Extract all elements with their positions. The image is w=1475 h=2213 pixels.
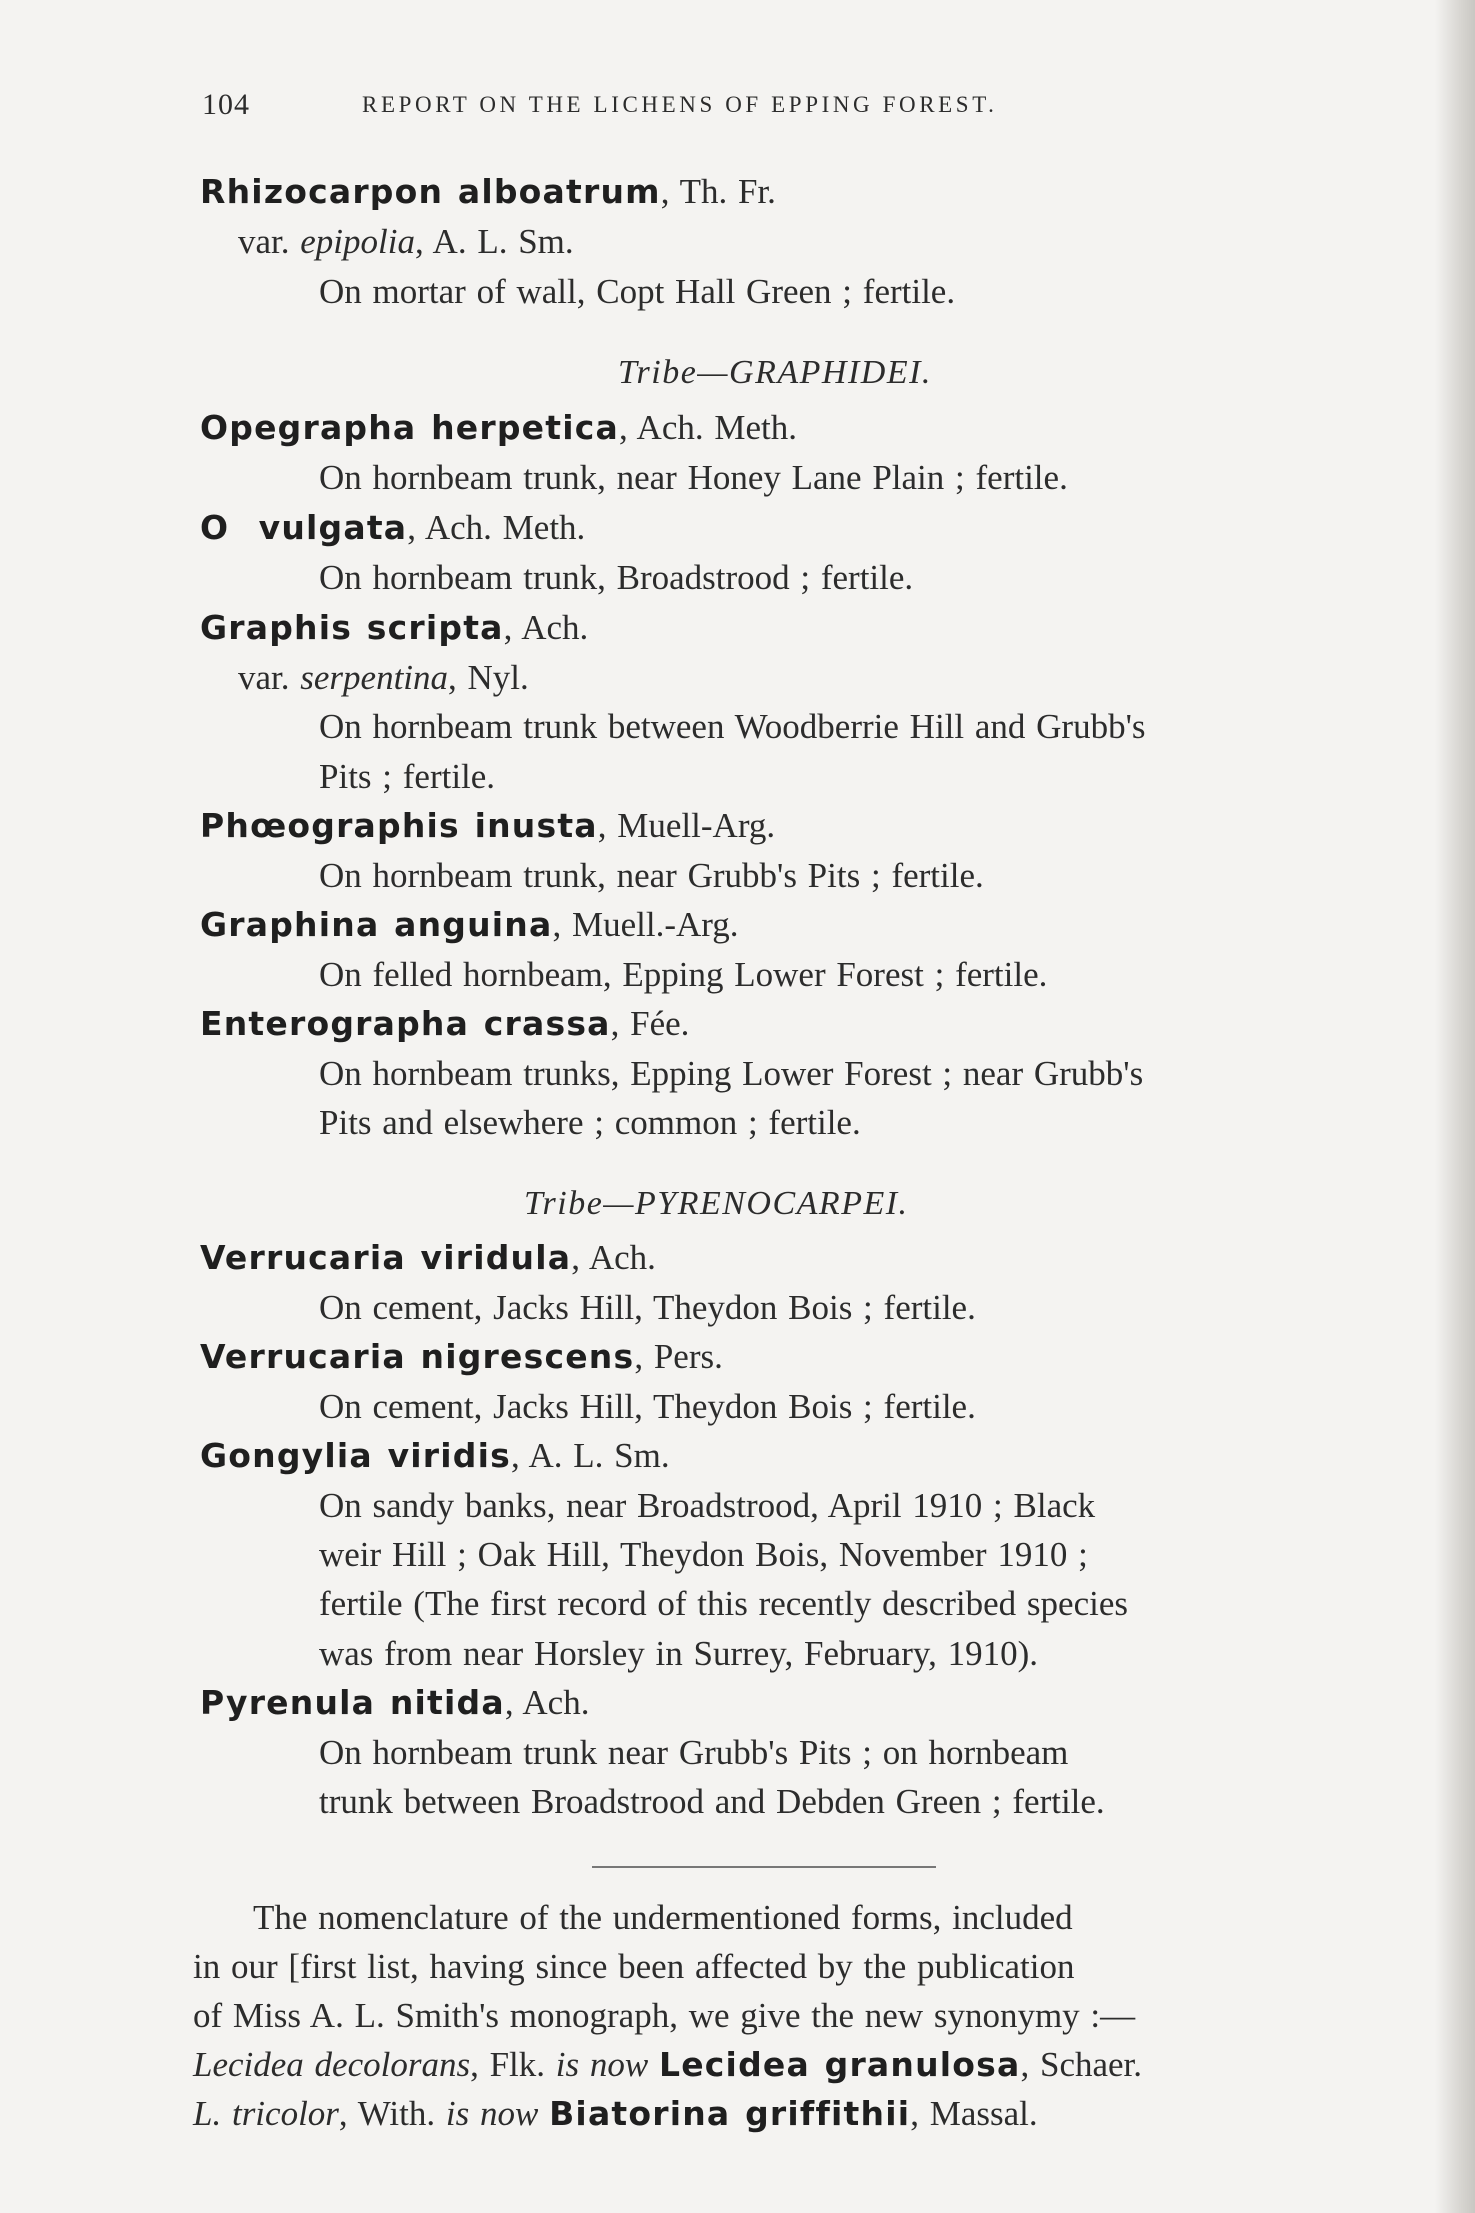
- species-name: Graphina anguina: [200, 905, 553, 944]
- synonym-line-2: [193, 2094, 1038, 2134]
- page-number: 104: [202, 88, 250, 121]
- entry-rhizocarpon-heading: [200, 172, 776, 212]
- synonym-line-1: [193, 2045, 1142, 2085]
- entry-enterographa-locality-1: On hornbeam trunks, Epping Lower Forest ; near Grubb's: [319, 1054, 1144, 1093]
- new-authority: , Schaer.: [1020, 2045, 1143, 2084]
- species-authority: , Ach.: [503, 608, 589, 647]
- entry-pyrenula-locality-2: trunk between Broadstrood and Debden Green ; fertile.: [319, 1782, 1105, 1821]
- species-name: Rhizocarpon alboatrum: [200, 172, 661, 211]
- page-edge-shadow: [1435, 0, 1475, 2213]
- species-authority: , Pers.: [634, 1337, 723, 1376]
- variety-name: epipolia: [300, 222, 415, 261]
- entry-phoeographis-locality: On hornbeam trunk, near Grubb's Pits ; fertile.: [319, 856, 984, 895]
- new-authority: , Massal.: [910, 2094, 1038, 2133]
- species-name: Pyrenula nitida: [200, 1683, 505, 1722]
- variety-authority: , Nyl.: [448, 658, 529, 697]
- old-name: L. tricolor: [193, 2094, 339, 2133]
- species-authority: , Ach. Meth.: [618, 408, 797, 447]
- running-title: REPORT ON THE LICHENS OF EPPING FOREST.: [362, 92, 998, 117]
- species-name: O vulgata: [200, 508, 408, 547]
- is-now-text: is now: [555, 2045, 649, 2084]
- tribe-heading-graphidei: Tribe—GRAPHIDEI.: [618, 354, 932, 391]
- old-authority: , With.: [338, 2094, 446, 2133]
- species-authority: , Fée.: [610, 1004, 690, 1043]
- entry-graphina-heading: [200, 905, 739, 945]
- species-name: Gongylia viridis: [200, 1436, 511, 1475]
- entry-verrucaria-nigrescens-locality: On cement, Jacks Hill, Theydon Bois ; fertile.: [319, 1387, 976, 1426]
- entry-rhizocarpon-locality: On mortar of wall, Copt Hall Green ; fertile.: [319, 272, 956, 311]
- species-name: Graphis scripta: [200, 608, 504, 647]
- entry-graphina-locality: On felled hornbeam, Epping Lower Forest ; fertile.: [319, 955, 1048, 994]
- section-divider: [592, 1866, 936, 1868]
- species-authority: , A. L. Sm.: [510, 1436, 670, 1475]
- new-name: Biatorina griffithii: [549, 2094, 911, 2133]
- entry-gongylia-locality-1: On sandy banks, near Broadstrood, April 1910 ; Black: [319, 1486, 1096, 1525]
- entry-enterographa-heading: [200, 1004, 689, 1044]
- species-name: Verrucaria viridula: [200, 1238, 572, 1277]
- species-name: Verrucaria nigrescens: [200, 1337, 635, 1376]
- is-now-text: is now: [445, 2094, 539, 2133]
- entry-graphis-locality-2: Pits ; fertile.: [319, 757, 496, 796]
- page-header: [202, 88, 1222, 128]
- entry-pyrenula-locality-1: On hornbeam trunk near Grubb's Pits ; on hornbeam: [319, 1733, 1069, 1772]
- old-authority: , Flk.: [470, 2045, 556, 2084]
- entry-gongylia-locality-3: fertile (The first record of this recently described species: [319, 1584, 1128, 1623]
- entry-gongylia-heading: [200, 1436, 670, 1476]
- footnote-line-3: of Miss A. L. Smith's monograph, we give the new synonymy :—: [193, 1996, 1136, 2035]
- variety-name: serpentina: [300, 658, 449, 697]
- entry-o-vulgata-locality: On hornbeam trunk, Broadstrood ; fertile.: [319, 558, 914, 597]
- entry-verrucaria-viridula-locality: On cement, Jacks Hill, Theydon Bois ; fertile.: [319, 1288, 976, 1327]
- entry-o-vulgata-heading: [200, 508, 585, 548]
- variety-prefix: var.: [238, 222, 301, 261]
- entry-graphis-heading: [200, 608, 588, 648]
- species-authority: , Muell-Arg.: [597, 806, 776, 845]
- entry-pyrenula-heading: [200, 1683, 589, 1723]
- entry-verrucaria-nigrescens-heading: [200, 1337, 723, 1377]
- entry-opegrapha-locality: On hornbeam trunk, near Honey Lane Plain ; fertile.: [319, 458, 1068, 497]
- entry-gongylia-locality-2: weir Hill ; Oak Hill, Theydon Bois, November 1910 ;: [319, 1535, 1088, 1574]
- entry-graphis-locality-1: On hornbeam trunk between Woodberrie Hill and Grubb's: [319, 707, 1146, 746]
- species-authority: , Ach.: [571, 1238, 656, 1277]
- tribe-heading-pyrenocarpei: Tribe—PYRENOCARPEI.: [524, 1185, 909, 1222]
- new-name: Lecidea granulosa: [658, 2045, 1021, 2084]
- variety-prefix: var.: [238, 658, 301, 697]
- footnote-line-2: in our [first list, having since been affected by the publication: [193, 1947, 1075, 1986]
- old-name: Lecidea decolorans: [193, 2045, 471, 2084]
- entry-graphis-variety: [238, 658, 529, 698]
- variety-authority: , A. L. Sm.: [414, 222, 574, 261]
- species-authority: , Ach.: [504, 1683, 590, 1722]
- entry-enterographa-locality-2: Pits and elsewhere ; common ; fertile.: [319, 1103, 861, 1142]
- entry-verrucaria-viridula-heading: [200, 1238, 656, 1278]
- species-authority: , Muell.-Arg.: [552, 905, 739, 944]
- species-authority: , Th. Fr.: [660, 172, 776, 211]
- species-authority: , Ach. Meth.: [407, 508, 586, 547]
- entry-gongylia-locality-4: was from near Horsley in Surrey, February, 1910).: [319, 1634, 1038, 1673]
- species-name: Phœographis inusta: [200, 806, 598, 845]
- entry-phoeographis-heading: [200, 806, 775, 846]
- species-name: Enterographa crassa: [200, 1004, 611, 1043]
- entry-rhizocarpon-variety: [238, 222, 574, 262]
- entry-opegrapha-heading: [200, 408, 797, 448]
- footnote-line-1: The nomenclature of the undermentioned forms, included: [253, 1898, 1073, 1937]
- species-name: Opegrapha herpetica: [200, 408, 619, 447]
